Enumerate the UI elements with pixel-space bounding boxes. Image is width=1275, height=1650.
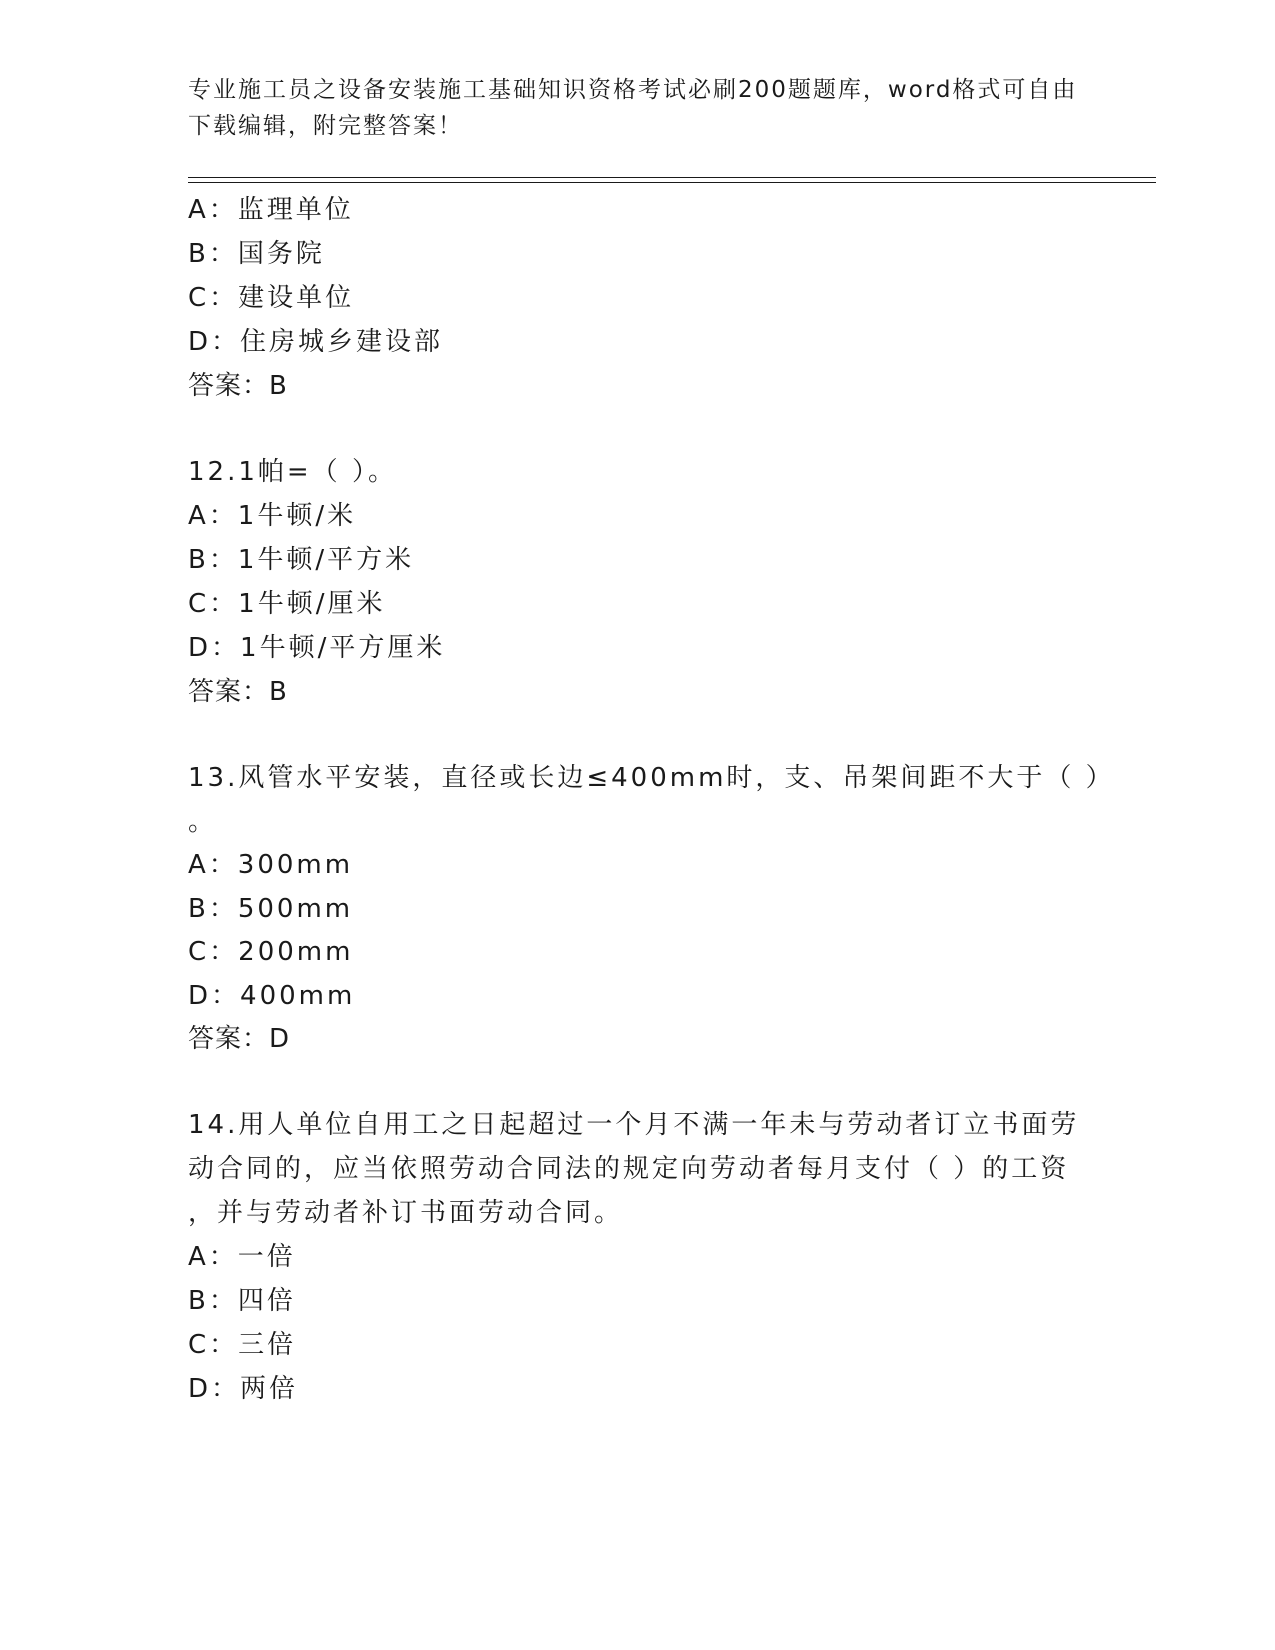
q13-option-d: D：400mm — [188, 981, 356, 1011]
q13-option-a: A：300mm — [188, 850, 354, 880]
q12-option-c: C：1牛顿/厘米 — [188, 589, 386, 619]
q14-stem-line-1: 14.用人单位自用工之日起超过一个月不满一年未与劳动者订立书面劳 — [188, 1110, 1080, 1140]
q11-option-b: B：国务院 — [188, 239, 325, 269]
q11-option-c: C：建设单位 — [188, 283, 355, 313]
q13-stem-line-2: 。 — [188, 807, 218, 837]
header-divider-bottom — [188, 182, 1156, 183]
q14-option-b: B：四倍 — [188, 1286, 296, 1316]
header-divider-top — [188, 177, 1156, 178]
q14-option-d: D：两倍 — [188, 1374, 299, 1404]
q13-option-c: C：200mm — [188, 937, 354, 967]
q11-option-d: D：住房城乡建设部 — [188, 327, 444, 357]
q14-option-a: A：一倍 — [188, 1242, 296, 1272]
q13-stem-line-1: 13.风管水平安装，直径或长边≤400mm时，支、吊架间距不大于（ ） — [188, 763, 1115, 793]
q12-answer: 答案：B — [188, 677, 288, 707]
q14-stem-line-3: ，并与劳动者补订书面劳动合同。 — [188, 1198, 624, 1228]
q11-answer: 答案：B — [188, 371, 288, 401]
q14-stem-line-2: 动合同的，应当依照劳动合同法的规定向劳动者每月支付（ ）的工资 — [188, 1154, 1070, 1184]
header-line-2: 下载编辑，附完整答案！ — [188, 113, 463, 139]
q12-option-b: B：1牛顿/平方米 — [188, 545, 415, 575]
q12-option-d: D：1牛顿/平方厘米 — [188, 633, 446, 663]
q12-stem: 12.1帕=（ ）。 — [188, 457, 397, 487]
q14-option-c: C：三倍 — [188, 1330, 297, 1360]
q12-option-a: A：1牛顿/米 — [188, 501, 357, 531]
q11-option-a: A：监理单位 — [188, 195, 354, 225]
header-line-1: 专业施工员之设备安装施工基础知识资格考试必刷200题题库，word格式可自由 — [188, 77, 1078, 103]
q13-answer: 答案：D — [188, 1024, 291, 1054]
q13-option-b: B：500mm — [188, 894, 354, 924]
document-header — [188, 72, 1088, 144]
